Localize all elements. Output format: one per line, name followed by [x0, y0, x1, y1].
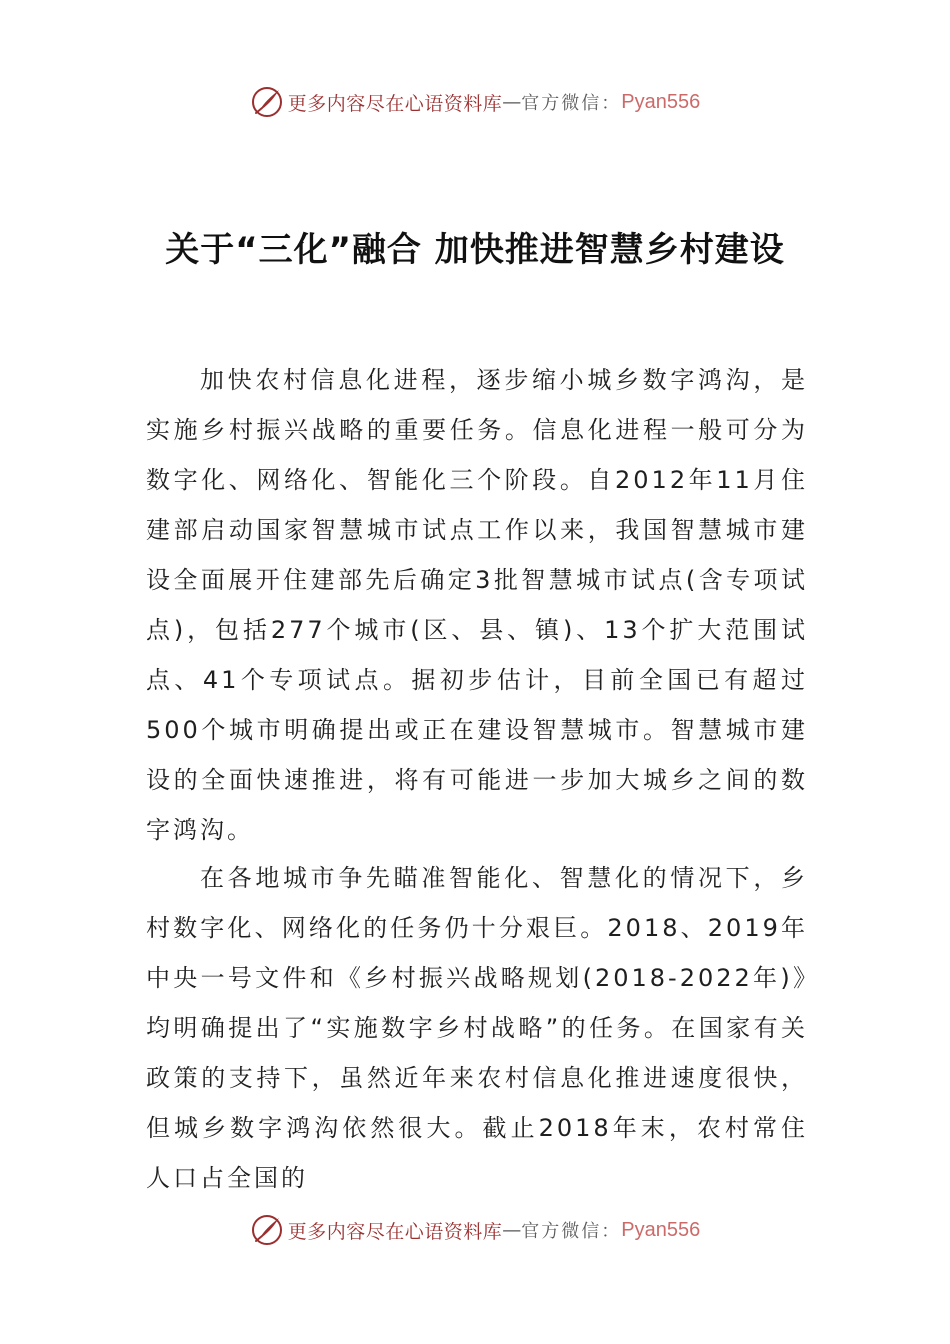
- banner-text: 更多内容尽在心语资料库: [287, 92, 503, 115]
- banner-text: 更多内容尽在心语资料库: [287, 1220, 503, 1243]
- banner-wechat-id: Pyan556: [621, 1218, 701, 1241]
- banner-wechat-id: Pyan556: [621, 90, 701, 113]
- banner-official-label: 官方微信：: [521, 93, 622, 114]
- banner-official-label: 官方微信：: [521, 1221, 622, 1242]
- document-title: 关于“三化”融合 加快推进智慧乡村建设: [165, 230, 785, 270]
- quill-pen-logo-icon: [250, 85, 284, 119]
- paragraph-1: 加快农村信息化进程，逐步缩小城乡数字鸿沟，是实施乡村振兴战略的重要任务。信息化进程一般可分为数字化、网络化、智能化三个阶段。自2012年11月住建部启动国家智慧城市试点工作以来，我国智慧城市建设全面展开住建部先后确定3批智慧城市试点(含专项试点)，包括277个城市(区、县、镇)、13个扩大范围试点、41个专项试点。据初步估计，目前全国已有超过500个城市明确提出或正在建设智慧城市。智慧城市建设的全面快速推进，将有可能进一步加大城乡之间的数字鸿沟。: [146, 366, 808, 844]
- banner-separator: —: [502, 1219, 522, 1241]
- header-banner: [0, 82, 950, 122]
- footer-banner: [0, 1210, 950, 1250]
- quill-pen-logo-icon: [250, 1213, 284, 1247]
- banner-separator: —: [502, 91, 522, 113]
- paragraph-2: 在各地城市争先瞄准智能化、智慧化的情况下，乡村数字化、网络化的任务仍十分艰巨。2018、2019年中央一号文件和《乡村振兴战略规划(2018-2022年)》均明确提出了“实施数字乡村战略”的任务。在国家有关政策的支持下，虽然近年来农村信息化推进速度很快，但城乡数字鸿沟依然很大。截止2018年末，农村常住人口占全国的: [146, 864, 808, 1192]
